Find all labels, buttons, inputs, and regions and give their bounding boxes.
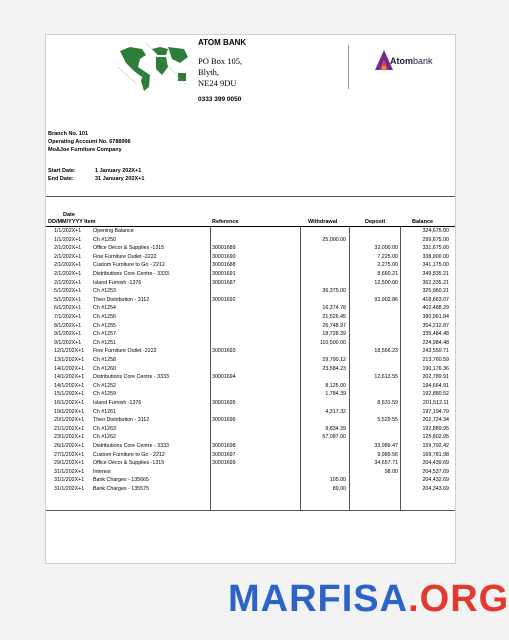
table-row <box>46 426 455 435</box>
row-balance: 202,789.91 <box>422 374 449 381</box>
row-item: Ch #1261 <box>93 408 116 415</box>
row-withdrawal: 36,375.00 <box>322 288 346 295</box>
table-row <box>46 391 455 400</box>
row-deposit: 92,902.86 <box>374 296 398 303</box>
row-date: 27/1/202X+1 <box>54 451 85 458</box>
row-withdrawal: 1,784.39 <box>325 391 346 398</box>
table-row <box>46 477 455 486</box>
row-balance: 325,960.21 <box>422 288 449 295</box>
watermark-text: MARFISA.ORG <box>228 578 509 620</box>
row-deposit: 8,631.59 <box>377 400 398 406</box>
row-balance: 349,835.21 <box>422 271 449 277</box>
row-date: 13/1/202X+1 <box>54 357 85 363</box>
row-withdrawal: 110,500.00 <box>319 339 346 346</box>
row-date: 8/1/202X+1 <box>54 322 82 329</box>
row-deposit: 34,657.71 <box>374 460 398 467</box>
row-reference: 30001696 <box>212 417 236 424</box>
row-date: 1/1/202X+1 <box>54 228 82 234</box>
table-row <box>46 374 455 383</box>
table-row <box>46 434 455 443</box>
table-row <box>46 331 455 340</box>
table-row <box>46 409 455 418</box>
row-date: 14/1/202X+1 <box>54 365 85 372</box>
start-date-value: 1 January 202X+1 <box>95 168 142 174</box>
table-row <box>46 348 455 357</box>
row-item: Theo Distribution - 3112 <box>93 296 150 303</box>
row-item: Distributions Core Centre - 3333 <box>93 271 169 277</box>
row-withdrawal: 23,584.23 <box>322 365 346 372</box>
row-balance: 192,880.52 <box>422 391 449 398</box>
header-balance: Balance <box>412 219 434 225</box>
row-item: Bank Charges - 135665 <box>93 477 149 484</box>
world-map-image <box>116 41 190 93</box>
row-date: 31/1/202X+1 <box>54 486 85 492</box>
row-item: Ch #1253 <box>93 288 116 295</box>
row-item: Custom Furniture to Go - 2212 <box>93 451 165 458</box>
table-row <box>46 486 455 495</box>
operating-account: Operating Account No. 6788996 <box>48 139 131 145</box>
row-balance: 204,537.69 <box>422 468 449 475</box>
row-item: Custom Furniture to Go - 2212 <box>93 262 165 269</box>
row-balance: 192,889.95 <box>422 425 449 432</box>
table-row <box>46 357 455 366</box>
row-deposit: 18,566.23 <box>374 348 398 355</box>
row-date: 16/1/202X+1 <box>54 400 85 406</box>
branch-number: Branch No. 101 <box>48 131 89 137</box>
row-withdrawal: 8,125.00 <box>325 382 346 389</box>
row-balance: 204,432.69 <box>422 477 449 484</box>
row-balance: 125,802.95 <box>422 434 449 441</box>
table-row <box>46 262 455 271</box>
end-date-value: 31 January 202X+1 <box>95 176 145 182</box>
row-withdrawal: 26,748.97 <box>322 322 346 329</box>
row-date: 29/1/202X+1 <box>54 460 85 467</box>
row-item: Interest <box>93 468 111 475</box>
row-reference: 30001695 <box>212 400 236 406</box>
table-bottom-rule <box>46 510 455 511</box>
row-balance: 354,212.87 <box>422 322 449 329</box>
row-date: 2/1/202X+1 <box>54 279 82 286</box>
atom-logo-text: Atombank <box>390 56 433 66</box>
row-balance: 331,675.00 <box>422 245 449 252</box>
table-row <box>46 305 455 314</box>
row-item: Office Décor & Supplies -1315 <box>93 245 165 252</box>
bank-statement-page <box>45 34 456 564</box>
row-deposit: 5,529.55 <box>377 417 398 424</box>
row-item: Fine Furniture Outlet -2222 <box>93 253 157 260</box>
header-reference: Reference <box>212 219 239 225</box>
row-withdrawal: 89.00 <box>332 486 346 492</box>
row-balance: 169,781.98 <box>422 451 449 458</box>
row-deposit: 9,989.56 <box>377 451 398 458</box>
row-reference: 30001691 <box>212 271 236 277</box>
row-item: Ch #1256 <box>93 314 116 320</box>
row-date: 23/1/202X+1 <box>54 434 85 441</box>
row-item: Distributions Core Centre - 3333 <box>93 374 169 381</box>
bank-address-line: PO Box 105, <box>198 56 243 66</box>
row-date: 9/1/202X+1 <box>54 331 82 338</box>
row-reference: 30001698 <box>212 443 236 449</box>
row-item: Ch #1259 <box>93 391 116 398</box>
row-date: 19/1/202X+1 <box>54 408 85 415</box>
row-deposit: 8,660.21 <box>377 271 398 277</box>
row-balance: 324,675.00 <box>422 228 449 234</box>
bank-address-line: Blyth, <box>198 67 220 77</box>
row-withdrawal: 105.00 <box>329 477 346 484</box>
row-date: 5/1/202X+1 <box>54 288 82 295</box>
row-balance: 341,175.00 <box>422 262 449 269</box>
end-date-label: End Date: <box>48 176 74 182</box>
row-reference: 30001688 <box>212 262 236 269</box>
table-row <box>46 366 455 375</box>
table-row <box>46 237 455 246</box>
row-date: 2/1/202X+1 <box>54 245 82 252</box>
start-date-row <box>48 168 142 174</box>
row-date: 21/1/202X+1 <box>54 425 85 432</box>
row-balance: 190,176.36 <box>422 365 449 372</box>
row-date: 15/1/202X+1 <box>54 391 85 398</box>
row-item: Fine Furniture Outlet -2222 <box>93 348 157 355</box>
row-item: Island Furnish -1376 <box>93 400 142 406</box>
row-item: Ch #1263 <box>93 425 116 432</box>
header-divider <box>348 45 349 89</box>
row-deposit: 7,225.00 <box>377 253 398 260</box>
row-item: Ch #1260 <box>93 365 116 372</box>
row-item: Ch #1250 <box>93 236 116 243</box>
table-row <box>46 469 455 478</box>
row-balance: 202,724.34 <box>422 417 449 424</box>
row-date: 5/1/202X+1 <box>54 296 82 303</box>
row-reference: 30001693 <box>212 348 236 355</box>
row-item: Office Décor & Supplies -1315 <box>93 460 165 467</box>
bank-address-line: NE24 9DU <box>198 78 237 88</box>
row-item: Ch #1258 <box>93 357 116 363</box>
row-balance: 159,792.42 <box>422 443 449 449</box>
table-row <box>46 280 455 289</box>
row-reference: 30001689 <box>212 245 236 252</box>
row-deposit: 12,500.00 <box>374 279 398 286</box>
table-row <box>46 452 455 461</box>
start-date-label: Start Date: <box>48 168 76 174</box>
row-balance: 204,439.69 <box>422 460 449 467</box>
row-item: Ch #1252 <box>93 382 116 389</box>
table-row <box>46 400 455 409</box>
row-date: 1/1/202X+1 <box>54 236 82 243</box>
row-reference: 30001690 <box>212 253 236 260</box>
table-row <box>46 228 455 237</box>
row-date: 9/1/202X+1 <box>54 339 82 346</box>
row-withdrawal: 4,317.32 <box>325 408 346 415</box>
row-withdrawal: 18,728.39 <box>322 331 346 338</box>
table-row <box>46 314 455 323</box>
section-divider <box>46 196 455 197</box>
row-balance: 362,335.21 <box>422 279 449 286</box>
row-reference: 30001699 <box>212 460 236 467</box>
company-name: Mo&Joe Furniture Company <box>48 147 122 153</box>
row-item: Theo Distribution - 3112 <box>93 417 150 424</box>
row-item: Opening Balance <box>93 228 134 234</box>
row-balance: 243,550.71 <box>422 348 449 355</box>
row-date: 20/1/202X+1 <box>54 417 85 424</box>
end-date-row <box>48 176 145 182</box>
row-balance: 338,900.00 <box>422 253 449 260</box>
bank-name: ATOM BANK <box>198 38 247 47</box>
row-balance: 224,984.48 <box>422 339 449 346</box>
row-balance: 299,675.00 <box>422 236 449 243</box>
row-withdrawal: 67,087.00 <box>322 434 346 441</box>
row-item: Ch #1262 <box>93 434 116 441</box>
bank-phone: 0333 399 0050 <box>198 96 242 103</box>
row-deposit: 32,000.00 <box>374 245 398 252</box>
row-balance: 335,484.48 <box>422 331 449 338</box>
table-row <box>46 254 455 263</box>
row-balance: 380,961.84 <box>422 314 449 320</box>
row-balance: 402,488.29 <box>422 305 449 312</box>
row-item: Island Furnish -1376 <box>93 279 142 286</box>
row-date: 2/1/202X+1 <box>54 253 82 260</box>
row-deposit: 2,275.00 <box>377 262 398 269</box>
table-header-rule <box>46 226 455 227</box>
row-withdrawal: 21,526.45 <box>322 314 346 320</box>
row-item: Ch #1254 <box>93 305 116 312</box>
row-item: Ch #1257 <box>93 331 116 338</box>
table-row <box>46 271 455 280</box>
table-row <box>46 297 455 306</box>
row-balance: 194,664.91 <box>422 382 449 389</box>
table-row <box>46 417 455 426</box>
row-date: 7/1/202X+1 <box>54 314 82 320</box>
row-date: 2/1/202X+1 <box>54 262 82 269</box>
row-reference: 30001692 <box>212 296 236 303</box>
table-row <box>46 288 455 297</box>
row-date: 14/1/202X+1 <box>54 374 85 381</box>
table-row <box>46 383 455 392</box>
row-balance: 213,760.59 <box>422 357 449 363</box>
row-date: 31/1/202X+1 <box>54 468 85 475</box>
row-balance: 201,512.11 <box>422 400 449 406</box>
header-deposit: Deposit <box>365 219 386 225</box>
table-row <box>46 340 455 349</box>
row-item: Bank Charges - 135575 <box>93 486 149 492</box>
row-withdrawal: 16,374.78 <box>322 305 346 312</box>
row-item: Ch #1255 <box>93 322 116 329</box>
header-withdrawal: Withdrawal <box>308 219 338 225</box>
row-date: 31/1/202X+1 <box>54 477 85 484</box>
row-reference: 30001697 <box>212 451 236 458</box>
row-withdrawal: 29,790.12 <box>322 357 346 363</box>
table-row <box>46 323 455 332</box>
header-date-item: DD/MM/YYYY Item <box>48 219 96 225</box>
row-date: 2/1/202X+1 <box>54 271 82 277</box>
row-deposit: 98.00 <box>384 468 398 475</box>
row-deposit: 12,613.55 <box>374 374 398 381</box>
row-item: Distributions Core Centre - 3333 <box>93 443 169 449</box>
row-balance: 197,194.79 <box>422 408 449 415</box>
row-withdrawal: 9,834.39 <box>325 425 346 432</box>
row-date: 12/1/202X+1 <box>54 348 85 355</box>
row-item: Ch #1251 <box>93 339 116 346</box>
row-date: 26/1/202X+1 <box>54 443 85 449</box>
row-date: 6/1/202X+1 <box>54 305 82 312</box>
row-balance: 204,343.69 <box>422 486 449 492</box>
row-withdrawal: 25,000.00 <box>322 236 346 243</box>
header-date: Date <box>63 212 75 218</box>
row-deposit: 33,989.47 <box>374 443 398 449</box>
row-date: 14/1/202X+1 <box>54 382 85 389</box>
row-reference: 30001694 <box>212 374 236 381</box>
table-row <box>46 245 455 254</box>
row-reference: 30001687 <box>212 279 236 286</box>
table-row <box>46 443 455 452</box>
table-row <box>46 460 455 469</box>
row-balance: 418,863.07 <box>422 296 449 303</box>
